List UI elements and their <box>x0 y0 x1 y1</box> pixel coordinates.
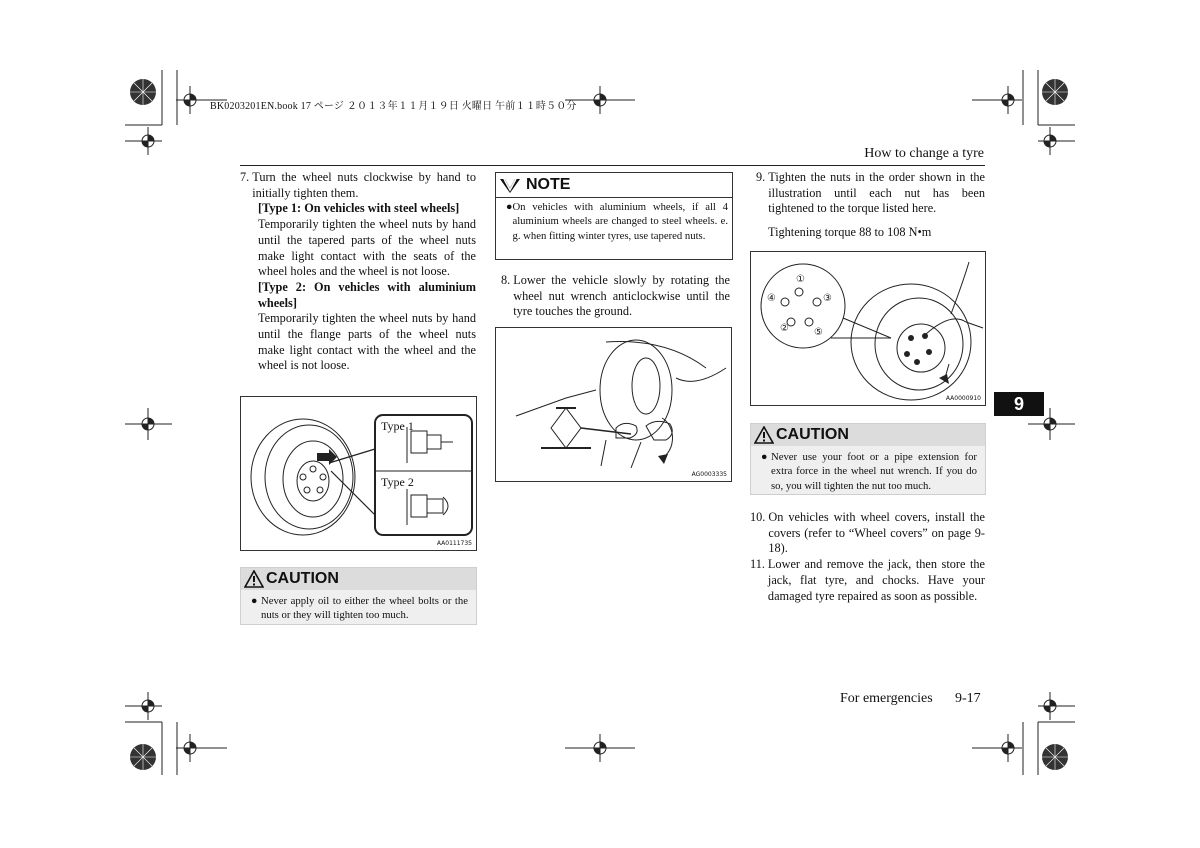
type1-heading: [Type 1: On vehicles with steel wheels] <box>258 201 460 216</box>
caution-box-oil <box>240 567 477 625</box>
jack-illustration <box>496 328 731 481</box>
type2-text: Temporarily tighten the wheel nuts by hand until the flange parts of the wheel nuts make light contact with the wheel and the wheel is not loose. <box>258 311 476 373</box>
header-divider <box>240 165 985 166</box>
caution-heading: CAUTION <box>776 426 849 443</box>
step-11 <box>750 557 985 604</box>
warning-triangle-icon <box>244 570 264 588</box>
step-number: 7. <box>240 170 250 184</box>
print-info-line: BK0203201EN.book 17 ページ ２０１３年１１月１９日 火曜日 午前１１時５０分 <box>210 101 577 112</box>
warning-triangle-icon <box>754 426 774 444</box>
caution-text: Never use your foot or a pipe extension for extra force in the wheel nut wrench. If you do so, you will tighten the nut too much. <box>771 451 977 492</box>
nut-order-diagram <box>751 252 985 405</box>
bullet-icon: ● <box>251 595 258 607</box>
nut-order-4: ④ <box>767 293 776 304</box>
caution-box-foot <box>750 423 986 495</box>
step-7 <box>240 170 476 201</box>
footer-page-number: 9-17 <box>955 691 981 706</box>
figure-code: AA0000910 <box>945 395 981 402</box>
figure-code: AG0003335 <box>691 471 727 478</box>
note-header <box>496 173 732 198</box>
step-text: Lower the vehicle slowly by rotating the wheel nut wrench anticlockwise until the tyre touches the ground. <box>513 273 730 319</box>
step-text: Lower and remove the jack, then store the jack, flat tyre, and chocks. Have your damaged tyre repaired as soon as possible. <box>767 557 985 603</box>
step-number: 8. <box>501 273 511 287</box>
type2-heading: [Type 2: On vehicles with aluminium wheels] <box>258 279 476 310</box>
step-10 <box>750 510 985 557</box>
step-9 <box>750 170 985 217</box>
step-number: 10. <box>750 510 766 524</box>
caution-text: Never apply oil to either the wheel bolts or the nuts or they will tighten too much. <box>261 595 468 622</box>
bullet-icon: ● <box>506 201 513 213</box>
nut-order-2: ② <box>780 323 789 334</box>
column-left <box>240 170 476 374</box>
note-heading: NOTE <box>526 176 571 193</box>
footer-section-title: For emergencies <box>840 691 933 706</box>
step-number: 11. <box>750 557 765 572</box>
step-text: On vehicles with wheel covers, install the covers (refer to “Wheel covers” on page 9-18). <box>768 510 985 556</box>
note-text: On vehicles with aluminium wheels, if all 4 aluminium wheels are changed to steel wheels. e. g. when fitting winter tyres, use tapered nuts. <box>512 201 728 242</box>
nut-order-5: ⑤ <box>814 327 823 338</box>
chapter-tab: 9 <box>994 392 1044 416</box>
caution-header <box>241 568 476 590</box>
step-number: 9. <box>756 170 766 184</box>
bullet-icon: ● <box>761 451 768 463</box>
step-8 <box>495 273 730 320</box>
caution-header <box>751 424 985 446</box>
torque-spec: Tightening torque 88 to 108 N•m <box>768 225 932 240</box>
note-box <box>495 172 733 260</box>
note-check-icon <box>498 176 522 194</box>
nut-order-3: ③ <box>823 293 832 304</box>
wheel-nut-types-illustration <box>240 396 477 551</box>
jack-lowering-illustration <box>495 327 732 482</box>
caution-heading: CAUTION <box>266 570 339 587</box>
page-header-title: How to change a tyre <box>864 146 984 161</box>
column-right-lower <box>750 510 985 604</box>
nut-tightening-order-illustration <box>750 251 986 406</box>
column-right <box>750 170 985 241</box>
nut-order-1: ① <box>796 274 805 285</box>
column-middle <box>495 273 730 320</box>
step-text: Turn the wheel nuts clockwise by hand to initially tighten them. <box>252 170 476 200</box>
step-text: Tighten the nuts in the order shown in the illustration until each nut has been tightened to the torque listed here. <box>768 170 985 216</box>
type2-label: Type 2 <box>381 475 414 489</box>
type1-text: Temporarily tighten the wheel nuts by hand until the tapered parts of the wheel nuts make light contact with the seats of the wheel holes and the wheel is not loose. <box>258 217 476 279</box>
figure-code: AA0111735 <box>436 540 472 547</box>
type1-label: Type 1 <box>381 419 414 433</box>
wheel-illustration <box>241 397 476 550</box>
